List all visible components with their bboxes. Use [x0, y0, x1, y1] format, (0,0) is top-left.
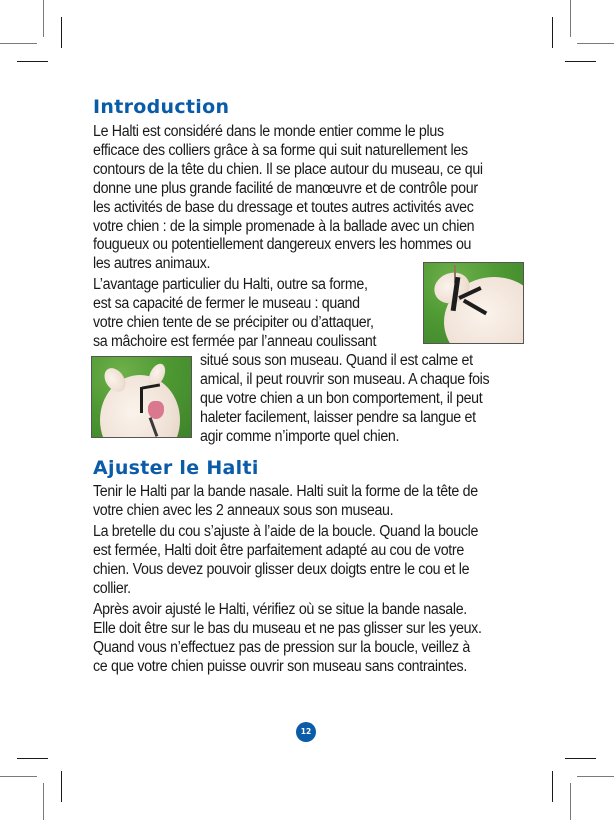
crop-mark [61, 771, 62, 802]
adjust-paragraph-3: Après avoir ajusté le Halti, vérifiez où se situe la bande nasale. Elle doit être sur le bas du museau et ne pas glisser sur les yeux. Quand vous n’effectuez pas de pression sur la boucle, veillez à ce que votre chien puisse ouvrir son museau sans contraintes. [93, 600, 482, 675]
page-number-badge: 12 [296, 722, 316, 742]
crop-mark [577, 43, 614, 44]
crop-mark [0, 776, 37, 777]
intro-paragraph-2-wrap: situé sous son museau. Quand il est calme et amical, il peut rouvrir son museau. A chaque fois que votre chien a un bon comportement, il peut haleter facilement, laisser pendre sa langue et agir comme n’importe quel chien. [200, 351, 490, 445]
adjust-paragraph-1: Tenir le Halti par la bande nasale. Halti suit la forme de la tête de votre chien avec les 2 anneaux sous son museau. [93, 483, 478, 520]
section-title-adjust: Ajuster le Halti [93, 457, 259, 480]
crop-mark [570, 0, 571, 37]
section-title-introduction: Introduction [93, 96, 230, 118]
dog-halti-photo-1 [423, 262, 524, 344]
crop-mark [570, 783, 571, 820]
intro-paragraph-1: Le Halti est considéré dans le monde entier comme le plus efficace des colliers grâce à sa forme qui suit naturellement les contours de la tête du chien. Il se place autour du museau, ce qui donne une plus grande facilité de manœuvre et de contrôle pour les activités de base du dressage et toutes autres activités avec votre chien : de la simple promenade à la ballade avec un chien fougueux ou potentiellement dangereux envers les hommes ou les autres animaux. [93, 123, 483, 273]
crop-mark [0, 43, 37, 44]
crop-mark [565, 758, 596, 759]
crop-mark [43, 783, 44, 820]
adjust-paragraph-2: La bretelle du cou s’ajuste à l’aide de la boucle. Quand la boucle est fermée, Halti doit être parfaitement adapté au cou de votre chien. Vous devez pouvoir glisser deux doigts entre le cou et le collier. [93, 523, 479, 597]
crop-mark [17, 61, 48, 62]
crop-mark [552, 17, 553, 48]
crop-mark [43, 0, 44, 37]
crop-mark [61, 17, 62, 48]
crop-mark [577, 776, 614, 777]
crop-mark [17, 758, 48, 759]
crop-mark [565, 61, 596, 62]
crop-mark [552, 771, 553, 802]
intro-paragraph-2-top: L’avantage particulier du Halti, outre sa forme, est sa capacité de fermer le museau : quand votre chien tente de se précipiter ou d’attaquer, sa mâchoire est fermée par l’anneau coulissant [93, 276, 377, 350]
dog-halti-photo-2 [91, 356, 192, 438]
